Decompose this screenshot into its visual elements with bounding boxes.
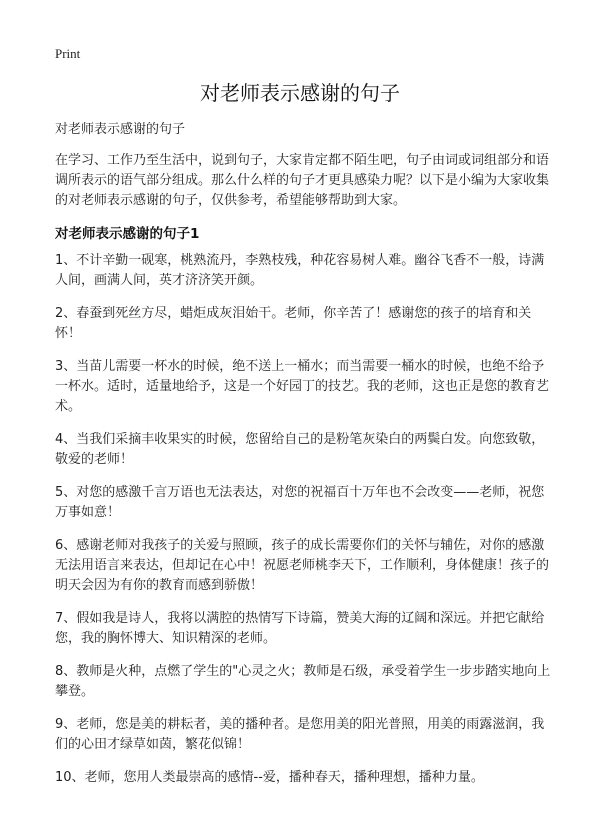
list-item: 3、当苗儿需要一杯水的时候，绝不送上一桶水；而当需要一桶水的时候，也绝不给予一杯水。适时，适量地给予，这是一个好园丁的技艺。我的老师，这也正是您的教育艺术。 (55, 359, 550, 414)
list-item: 2、春蚕到死丝方尽，蜡炬成灰泪始干。老师，你辛苦了！感谢您的孩子的培育和关怀！ (55, 306, 532, 341)
article-subtitle: 对老师表示感谢的句子 (55, 122, 186, 137)
list-item: 4、当我们采摘丰收果实的时候，您留给自己的是粉笔灰染白的两鬓白发。向您致敬，敬爱的老师！ (55, 432, 545, 467)
list-item: 9、老师，您是美的耕耘者，美的播种者。是您用美的阳光普照，用美的雨露滋润，我们的心田才绿草如茵，繁花似锦！ (55, 717, 545, 752)
list-item: 1、不计辛勤一砚寒，桃熟流丹，李熟枝残，种花容易树人难。幽谷飞香不一般，诗满人间，画满人间，英才济济笑开颜。 (55, 253, 545, 288)
intro-paragraph: 在学习、工作乃至生活中，说到句子，大家肯定都不陌生吧，句子由词或词组部分和语调所表示的语气部分组成。那么什么样的句子才更具感染力呢？以下是小编为大家收集的对老师表示感谢的句子，仅供参考，希望能够帮助到大家。 (55, 153, 550, 208)
print-link[interactable]: Print (55, 46, 81, 61)
article-body (55, 120, 555, 788)
list-item: 6、感谢老师对我孩子的关爱与照顾，孩子的成长需要你们的关怀与辅佐，对你的感激无法用语言来表达，但却记在心中！祝愿老师桃李天下，工作顺利，身体健康！孩子的明天会因为有你的教育而感到骄傲！ (55, 538, 550, 593)
list-item: 5、对您的感激千言万语也无法表达，对您的祝福百十万年也不会改变——老师，祝您万事如意！ (55, 485, 545, 520)
page-title: 对老师表示感谢的句子 (200, 81, 400, 105)
list-item: 7、假如我是诗人，我将以满腔的热情写下诗篇，赞美大海的辽阔和深远。并把它献给您，我的胸怀博大、知识精深的老师。 (55, 611, 545, 646)
list-item: 8、教师是火种，点燃了学生的"心灵之火；教师是石级，承受着学生一步步踏实地向上攀登。 (55, 664, 551, 699)
section-heading: 对老师表示感谢的句子1 (55, 226, 200, 242)
list-item: 10、老师，您用人类最崇高的感情--爱，播种春天，播种理想，播种力量。 (55, 770, 484, 785)
